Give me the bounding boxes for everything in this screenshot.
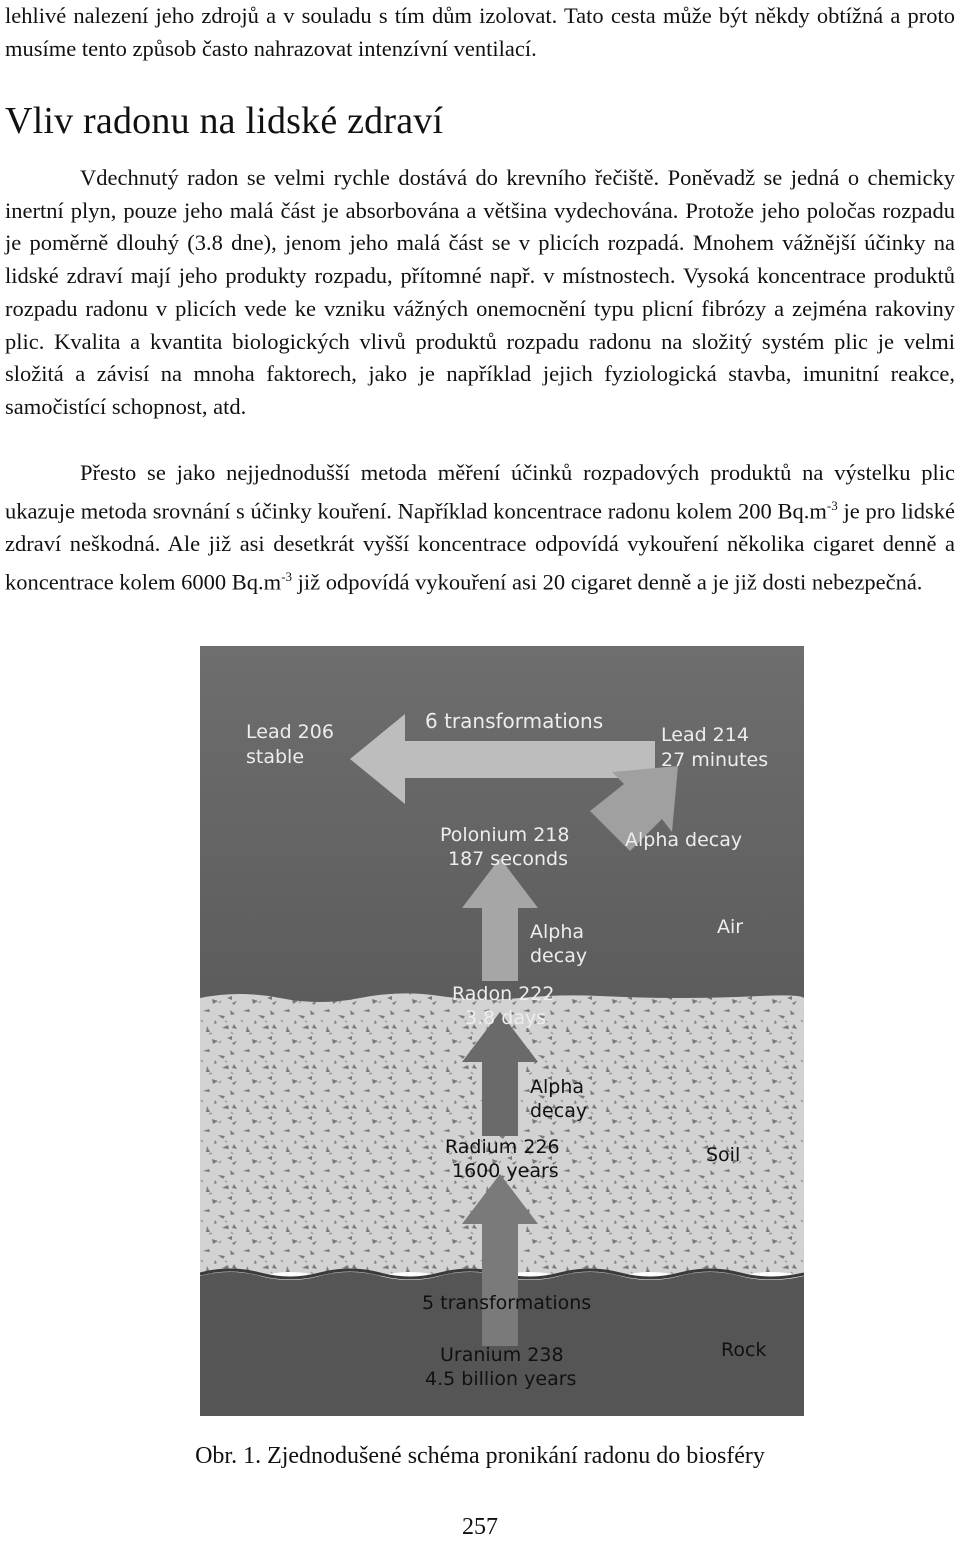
radon-decay-figure (200, 646, 804, 1416)
lead214-sublabel: 27 minutes (661, 749, 769, 771)
six-transformations-label: 6 transformations (425, 709, 604, 733)
uranium-sublabel: 4.5 billion years (425, 1368, 577, 1390)
radium-label: Radium 226 (445, 1136, 560, 1158)
paragraph-health-effects: Vdechnutý radon se velmi rychle dostává do krevního řečiště. Poněvadž se jedná o chemicky inertní plyn, pouze jeho malá část je absorbována a většina vydechována. Protože jeho poločas rozpadu je poměrně dlouhý (3.8 dne), jenom jeho malá část se v plicích rozpadá. Mnohem vážnější účinky na lidské zdraví mají jeho produkty rozpadu, přítomné např. v místnostech. Vysoká koncentrace produktů rozpadu radonu v plicích vede ke vzniku vážných onemocnění typu plicní fibrózy a zejména rakoviny plic. Kvalita a kvantita biologických vlivů produktů rozpadu radonu na složitý systém plic je velmi složitá a závisí na mnoha faktorech, jako je například jejich fyziologická stavba, imunitní reakce, samočistící schopnost, atd. (5, 165, 955, 419)
alpha-decay-upper-label: Alpha (530, 921, 585, 943)
section-heading: Vliv radonu na lidské zdraví (5, 100, 444, 142)
page-number: 257 (462, 1514, 498, 1540)
polonium-label: Polonium 218 (440, 824, 570, 846)
radon-decay-diagram (200, 646, 804, 1416)
rock-label: Rock (721, 1339, 767, 1361)
lead206-sublabel: stable (246, 746, 305, 768)
radon-label: Radon 222 (452, 983, 555, 1005)
radon-sublabel: 3.8 days (465, 1007, 547, 1029)
paragraph-smoking-comparison: Přesto se jako nejjednodušší metoda měření účinků rozpadových produktů na výstelku plic ukazuje metoda srovnání s účinky kouření. Například koncentrace radonu kolem 200 $Bq.m^{-3}$ je pro lidské zdraví neškodná. Ale již asi desetkrát vyšší koncentrace odpovídá vykouření několika cigaret denně a koncentrace kolem 6000 $Bq.m^{-3}$ již odpovídá vykouření asi 20 cigaret denně a je již dosti nebezpečná. (5, 460, 955, 595)
radium-sublabel: 1600 years (452, 1160, 559, 1182)
intro-paragraph: lehlivé nalezení jeho zdrojů a v souladu s tím dům izolovat. Tato cesta může být někdy obtížná a proto musíme tento způsob často nahrazovat intenzívní ventilací. (5, 3, 955, 61)
air-label: Air (717, 916, 744, 938)
five-transformations-label: 5 transformations (422, 1292, 592, 1314)
uranium-label: Uranium 238 (440, 1344, 564, 1366)
figure-caption: Obr. 1. Zjednodušené schéma pronikání radonu do biosféry (195, 1443, 765, 1469)
polonium-sublabel: 187 seconds (448, 848, 568, 870)
alpha-decay-lower-label: Alpha (530, 1076, 585, 1098)
alpha-decay-upper-sublabel: decay (530, 945, 588, 967)
alpha-decay-right-label: Alpha decay (625, 829, 743, 851)
soil-label: Soil (706, 1144, 741, 1166)
lead206-label: Lead 206 (246, 721, 334, 743)
lead214-label: Lead 214 (661, 724, 749, 746)
alpha-decay-lower-sublabel: decay (530, 1100, 588, 1122)
